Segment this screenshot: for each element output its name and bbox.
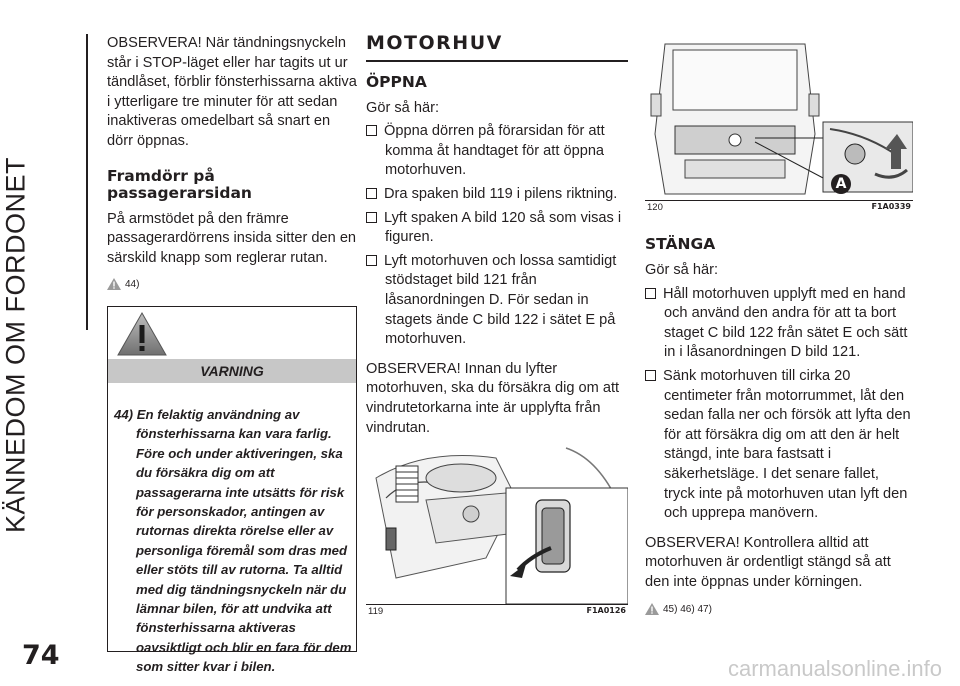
intro-text: Gör så här: bbox=[366, 99, 439, 116]
air-vent-grille bbox=[396, 466, 418, 502]
figure-number: 120 bbox=[647, 202, 663, 213]
van-front-illustration bbox=[645, 34, 913, 200]
list-item: Sänk motorhuven till cirka 20 centimeter från motorrummet, låt den sedan falla ner och försök att lyfta den för att försäkra dig om att den är helt stängd, inte bara fastsatt i säkerhetsläge. I det senare fallet, tryck inte på motorhuven utan lyft den och upprepa manövern. bbox=[645, 367, 913, 524]
intro-text: Gör så här: bbox=[645, 262, 718, 278]
figure-119 bbox=[366, 438, 628, 617]
list-item: Lyft spaken A bild 120 så som visas i figuren. bbox=[366, 209, 628, 248]
warning-box bbox=[107, 306, 357, 675]
subsection-heading-oppna: ÖPPNA bbox=[366, 72, 427, 91]
column-2 bbox=[366, 34, 628, 438]
checkbox-bullet-icon bbox=[366, 255, 377, 266]
checkbox-bullet-icon bbox=[645, 288, 656, 299]
column-3 bbox=[645, 236, 913, 615]
warning-text: 44) En felaktig användning av fönsterhissarna kan vara farlig. Före och under aktiveringen, ska du försäkra dig om att passagerarna inte utsätts för risk för personskador, antingen av rutornas direkta rörelse eller av personliga föremål som dras med eller stöts till av rutorna. Ta alltid med dig tändningsnyckeln när du lämnar bilen, för att undvika att fönsterhissarna aktiveras oavsiktligt och blir en fara för dem som sitter kvar i bilen. bbox=[114, 407, 352, 675]
figure-code: F1A0339 bbox=[871, 202, 911, 211]
figure-callout-label: A bbox=[835, 176, 847, 192]
warning-reference bbox=[645, 603, 913, 615]
list-item: Lyft motorhuven och lossa samtidigt stödstaget bild 121 från låsanordningen D. För sedan in stagets ände C bild 122 i sätet E på motorhuven. bbox=[366, 252, 628, 350]
front-door-body: På armstödet på den främre passagerardörrens insida sitter den en särskild knapp som reglerar rutan. bbox=[107, 210, 357, 266]
checkbox-bullet-icon bbox=[366, 212, 377, 223]
list-item: Håll motorhuven upplyft med en hand och använd den andra för att ta bort staget C bild 122 från sätet E och sätt in i låsanordningen D bild 121. bbox=[645, 285, 913, 363]
warning-triangle-icon bbox=[645, 603, 659, 615]
list-item: Öppna dörren på förarsidan för att komma åt handtaget för att öppna motorhuven. bbox=[366, 122, 628, 181]
watermark: carmanualsonline.info bbox=[727, 656, 942, 681]
section-title-motorhuv: MOTORHUV bbox=[366, 34, 628, 62]
reference-number: 44) bbox=[125, 279, 140, 291]
checkbox-bullet-icon bbox=[366, 125, 377, 136]
figure-code: F1A0126 bbox=[586, 606, 626, 615]
list-item: Dra spaken bild 119 i pilens riktning. bbox=[366, 185, 628, 205]
warning-label: VARNING bbox=[108, 359, 356, 383]
figure-number: 119 bbox=[368, 606, 384, 617]
checkbox-bullet-icon bbox=[645, 370, 656, 381]
reference-number: 45) 46) 47) bbox=[663, 603, 712, 615]
observera-note: OBSERVERA! Innan du lyfter motorhuven, ska du försäkra dig om att vindrutetorkarna inte är upplyfta från vindrutan. bbox=[366, 360, 620, 436]
observera-note: OBSERVERA! Kontrollera alltid att motorhuven är ordentligt stängd så att den inte öppnas under körningen. bbox=[645, 534, 891, 590]
section-heading-front-door: Framdörr på passagerarsidan bbox=[107, 166, 252, 202]
chapter-divider bbox=[86, 34, 88, 330]
subsection-heading-stanga: STÄNGA bbox=[645, 235, 716, 253]
warning-triangle-icon bbox=[107, 278, 121, 290]
column-1 bbox=[107, 34, 357, 290]
page-number: 74 bbox=[22, 640, 60, 671]
warning-triangle-icon bbox=[116, 311, 168, 357]
observera-note: OBSERVERA! När tändningsnyckeln står i STOP-läget eller har tagits ut ur tändlåset, förblir fönsterhissarna aktiva i ytterligare tre minuter för att sedan inaktiveras omedelbart så snart en dörr öppnas. bbox=[107, 35, 357, 149]
checkbox-bullet-icon bbox=[366, 188, 377, 199]
figure-120 bbox=[645, 34, 913, 213]
warning-reference bbox=[107, 278, 357, 290]
dashboard-illustration bbox=[366, 438, 628, 604]
